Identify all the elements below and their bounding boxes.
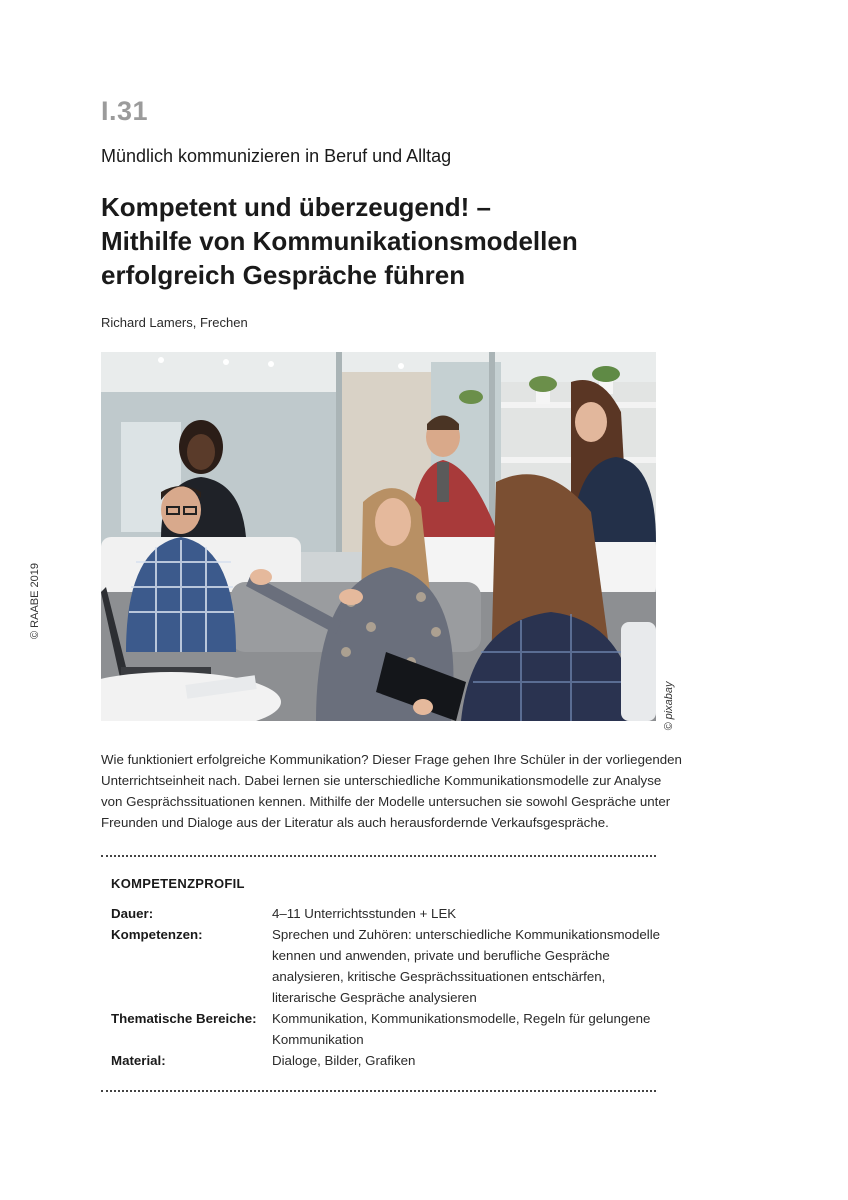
- dotted-divider: [101, 855, 656, 857]
- profile-value-line: kennen und anwenden, private und berufliche Gespräche: [272, 948, 610, 963]
- author-line: Richard Lamers, Frechen: [101, 315, 248, 330]
- side-copyright: © RAABE 2019: [29, 563, 41, 639]
- intro-line: Freunden und Dialoge aus der Literatur als auch herausfordernde Verkaufsgespräche.: [101, 815, 609, 830]
- profile-value: [272, 1050, 662, 1071]
- profile-label: Dauer:: [111, 906, 154, 921]
- intro-line: Unterrichtseinheit nach. Dabei lernen sie unterschiedliche Kommunikationsmodelle zur Analyse: [101, 773, 662, 788]
- dotted-divider: [101, 1090, 656, 1092]
- profile-value: [272, 903, 662, 924]
- intro-line: von Gesprächssituationen kennen. Mithilfe der Modelle untersuchen sie sowohl Gespräche unter: [101, 794, 671, 809]
- title-line: Mithilfe von Kommunikationsmodellen: [101, 226, 578, 256]
- profile-value-line: Sprechen und Zuhören: unterschiedliche Kommunikationsmodelle: [272, 927, 661, 942]
- page-number: I.31: [101, 96, 149, 126]
- subject-heading: Mündlich kommunizieren in Beruf und Alltag: [101, 146, 452, 166]
- intro-paragraph: [101, 749, 682, 833]
- meeting-photo-illustration: [101, 352, 656, 721]
- intro-line: Wie funktioniert erfolgreiche Kommunikation? Dieser Frage gehen Ihre Schüler in der vorliegenden: [101, 752, 682, 767]
- profile-label: Thematische Bereiche:: [111, 1011, 257, 1026]
- meeting-photo: [101, 352, 656, 721]
- photo-credit: © pixabay: [663, 681, 675, 731]
- profile-label: Material:: [111, 1053, 166, 1068]
- profile-value: [272, 924, 662, 1008]
- title-line: erfolgreich Gespräche führen: [101, 260, 466, 290]
- document-title: [101, 190, 701, 292]
- profile-value-line: Kommunikation, Kommunikationsmodelle, Regeln für gelungene: [272, 1011, 651, 1026]
- title-line: Kompetent und überzeugend! –: [101, 192, 491, 222]
- profile-value-line: Kommunikation: [272, 1032, 364, 1047]
- profile-value-line: literarische Gespräche analysieren: [272, 990, 477, 1005]
- profile-value-line: analysieren, kritische Gesprächssituationen entschärfen,: [272, 969, 606, 984]
- profile-value-line: Dialoge, Bilder, Grafiken: [272, 1053, 416, 1068]
- profile-heading: KOMPETENZPROFIL: [111, 876, 245, 891]
- profile-label: Kompetenzen:: [111, 927, 203, 942]
- profile-value-line: 4–11 Unterrichtsstunden + LEK: [272, 906, 457, 921]
- profile-value: [272, 1008, 662, 1050]
